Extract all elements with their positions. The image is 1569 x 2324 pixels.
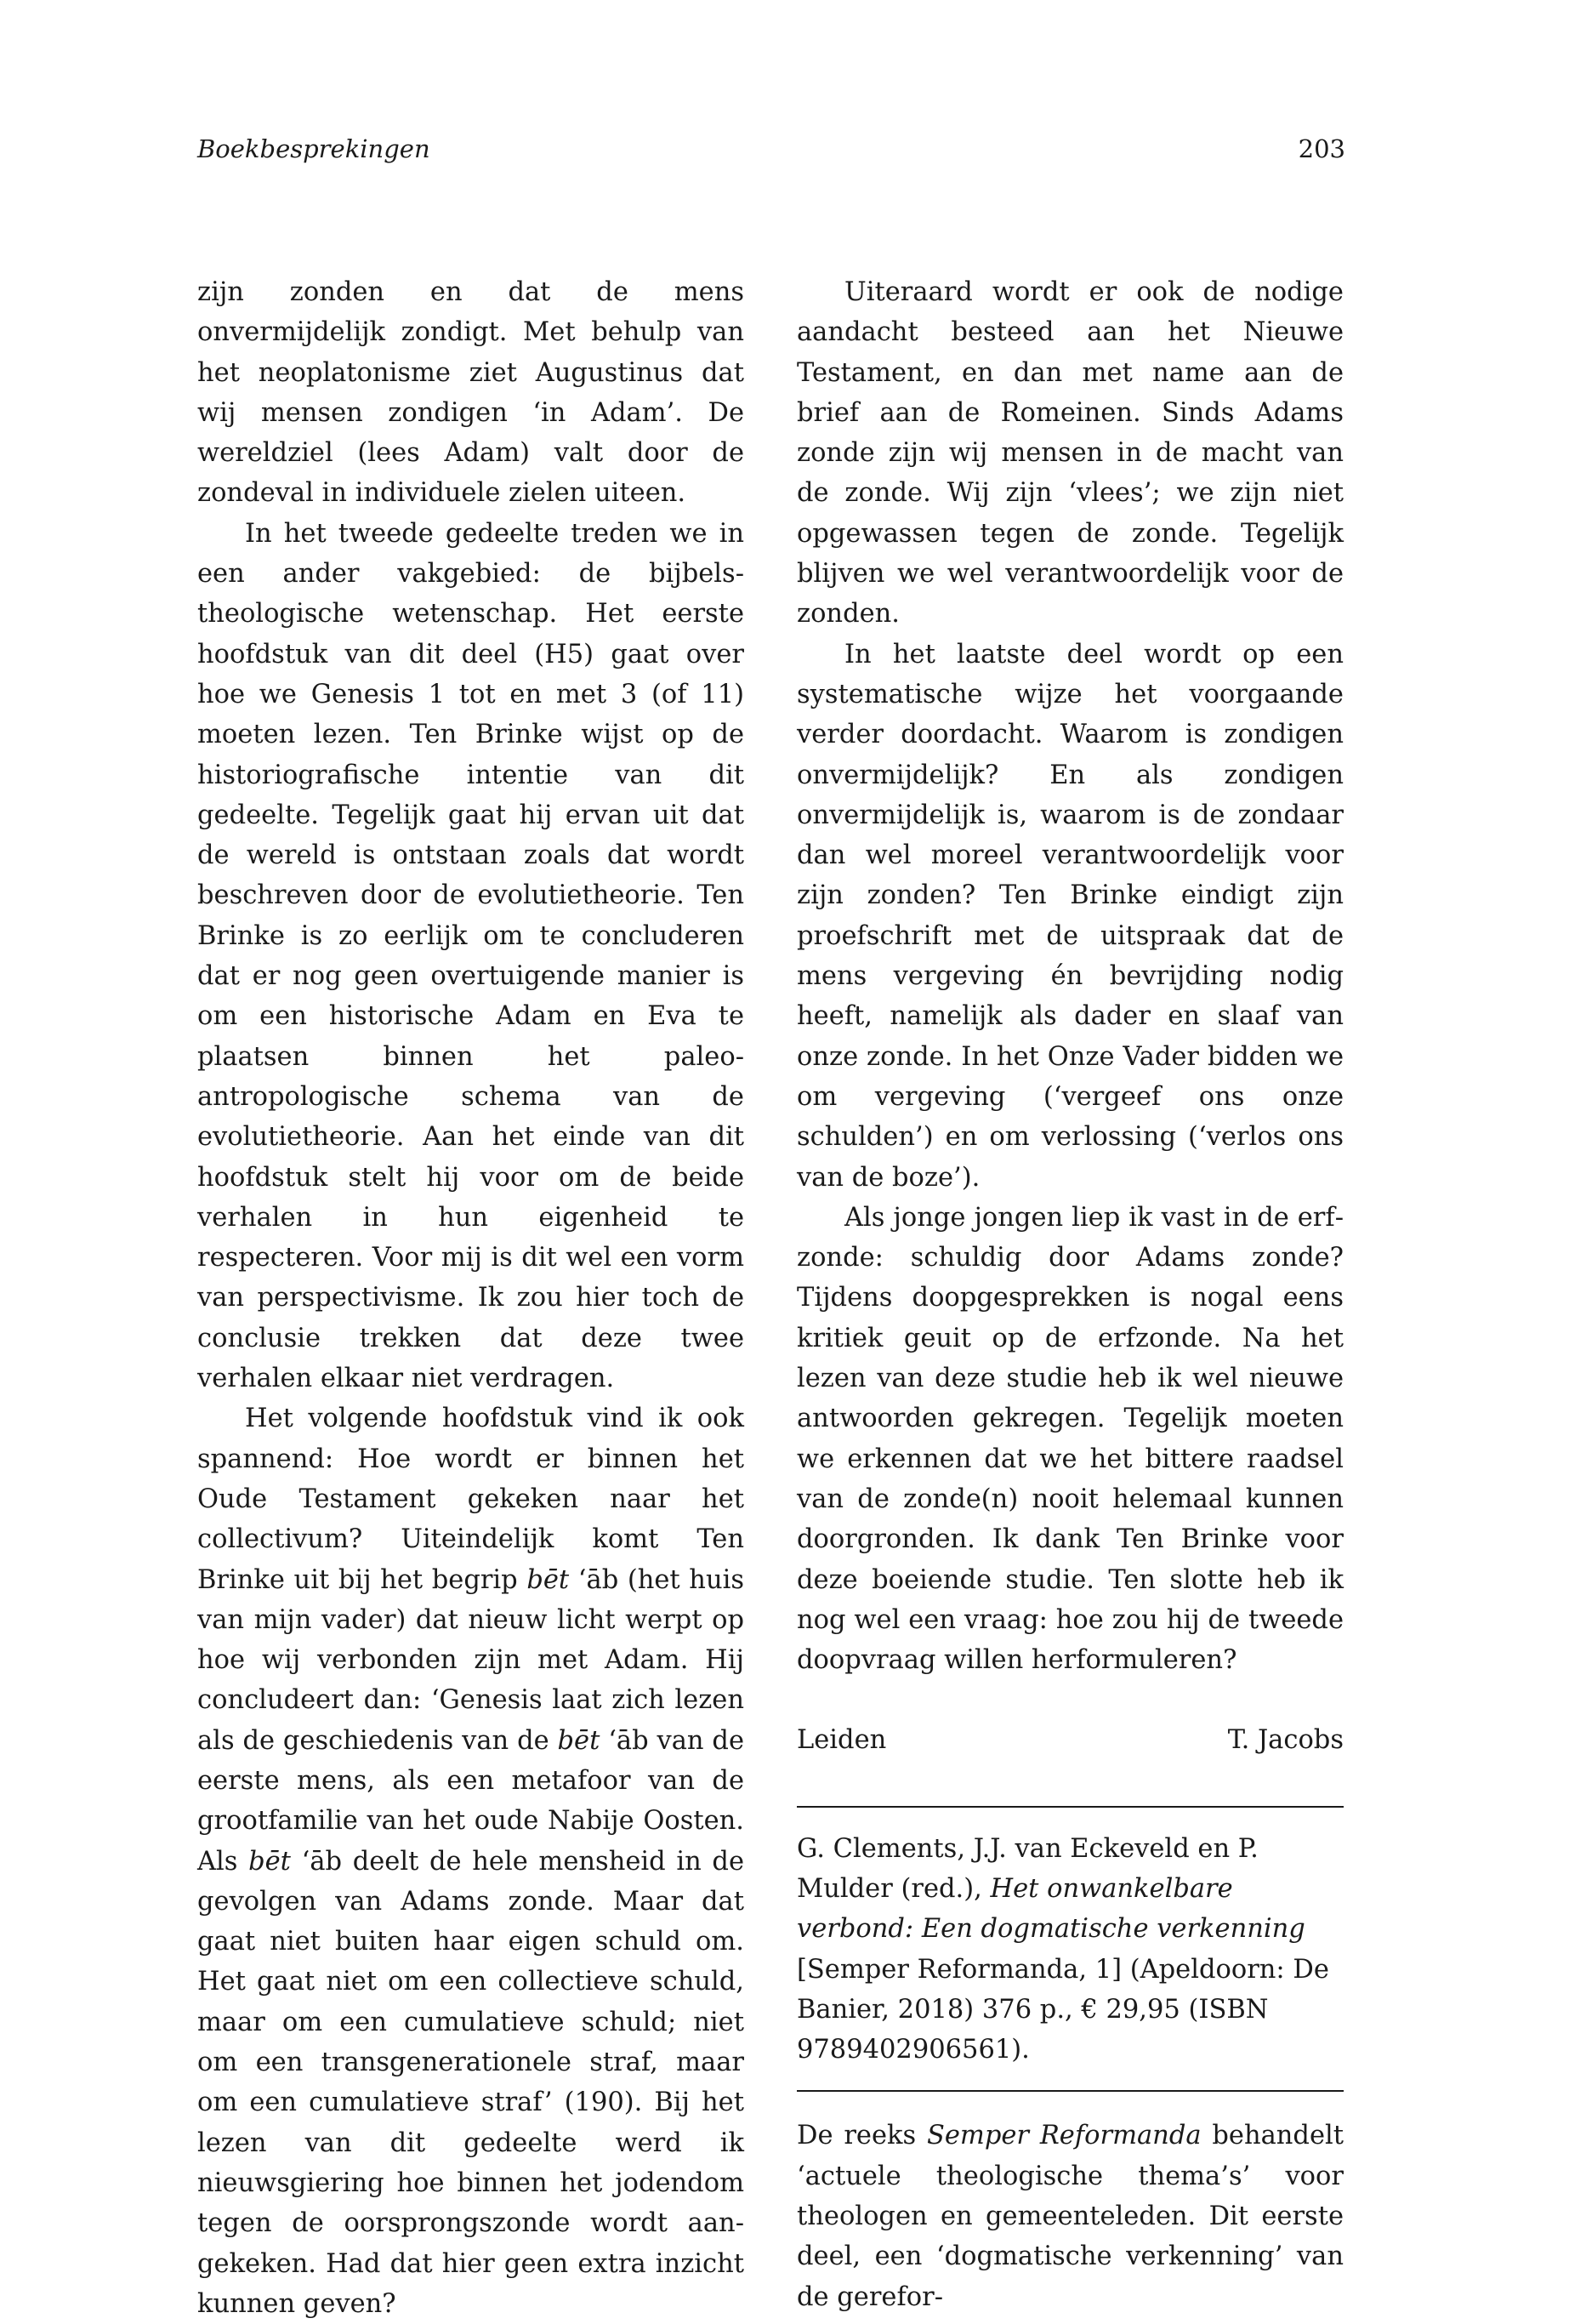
text-segment: ‘āb deelt de hele mensheid in de gevolgen van Adams zonde. Maar dat gaat niet buiten haar eigen schuld om. Het gaat niet om een collectieve schuld, maar om een cumulatieve schuld; niet om een transgenerationele straf, maar om een cumulatieve straf’ (190). Bij het lezen van dit gedeelte werd ik nieuwsgiering hoe binnen het jodendom tegen de oorsprongszonde wordt aangekeken. Had dat hier geen extra inzicht kunnen geven? [197, 1846, 744, 2319]
text-segment: ‘āb (het huis van mijn vader) dat nieuw licht werpt op hoe wij verbonden zijn met Adam. Hij concludeert dan: ‘Genesis laat zich lezen als de geschiedenis van de [197, 1564, 745, 1756]
citation-title: Het onwankelbare verbond: Een dogmatische verkenning [797, 1873, 1305, 1945]
italic-term: bēt [557, 1725, 600, 1756]
book-citation [797, 1829, 1344, 2071]
paragraph-new-review [797, 2116, 1344, 2316]
text-segment: De reeks [797, 2121, 927, 2151]
paragraph-augustinus: zijn zonden en dat de mens onvermijdelijk zondigt. Met behulp van het neoplatonisme ziet Augustinus dat wij mensen zondigen ‘in Adam’. De wereldziel (lees Adam) valt door de zondeval in individuele zielen uiteen. [197, 277, 744, 509]
divider-top [797, 1806, 1344, 1808]
running-head: Boekbesprekingen [197, 134, 430, 163]
paragraph-nieuwe-testament: Uiteraard wordt er ook de nodige aandacht besteed aan het Nieuwe Testament, en dan met name aan de brief aan de Romeinen. Sinds Adams zonde zijn wij mensen in de macht van de zonde. Wij zijn ‘vlees’; we zijn niet opgewassen tegen de zonde. Tegelijk blijven we wel verantwoordelijk voor de zonden. [797, 277, 1344, 629]
citation-details: [Semper Reformanda, 1] (Apeldoorn: De Banier, 2018) 376 p., € 29,95 (ISBN 9789402906561). [797, 1954, 1329, 2065]
text-segment: Het volgende hoofdstuk vind ik ook spannend: Hoe wordt er binnen het Oude Testament gekeken naar het collectivum? Uiteindelijk komt Ten Brinke uit bij het begrip [197, 1404, 744, 1595]
divider-bottom [797, 2090, 1344, 2092]
italic-term: bēt [526, 1564, 570, 1595]
paragraph-collectivum [197, 1398, 744, 2324]
page-number: 203 [1298, 134, 1345, 163]
paragraph-systematisch: In het laatste deel wordt op een systematische wijze het voorgaande verder doordacht. Waarom is zondigen onvermijdelijk? En als zondigen onvermijdelijk is, waarom is de zondaar dan wel moreel verantwoordelijk voor zijn zonden? Ten Brinke eindigt zijn proefschrift met de uitspraak dat de mens vergeving én bevrijding nodig heeft, namelijk als dader en slaaf van onze zonde. In het Onze Vader bidden we om vergeving (‘vergeef ons onze schulden’) en om verlossing (‘verlos ons van de boze’). [797, 639, 1344, 1193]
text-segment: ‘āb van de eerste mens, als een metafoor van de grootfamilie van het oude Nabije Oosten. Als [197, 1725, 744, 1877]
paragraph-conclusie: Als jonge jongen liep ik vast in de erfzonde: schuldig door Adams zonde? Tijdens doopgesprekken is nogal eens kritiek geuit op de erfzonde. Na het lezen van deze studie heb ik wel nieuwe antwoorden gekregen. Tegelijk moeten we erkennen dat we het bittere raadsel van de zonde(n) nooit helemaal kunnen doorgronden. Ik dank Ten Brinke voor deze boeiende studie. Ten slotte heb ik nog wel een vraag: hoe zou hij de tweede doopvraag willen herformuleren? [797, 1202, 1344, 1676]
left-column [197, 272, 744, 2324]
signature-place: Leiden [797, 1725, 887, 1756]
series-title: Semper Reformanda [926, 2121, 1202, 2151]
text-segment: behandelt ‘actuele theologische thema’s’ voor theologen en gemeenteleden. Dit eerste deel, een ‘dogmatische verkenning’ van de gerefor- [797, 2121, 1344, 2312]
page-header [197, 134, 1345, 177]
review-signature [797, 1720, 1344, 1760]
italic-term: bēt [248, 1846, 291, 1877]
signature-author: T. Jacobs [1227, 1725, 1344, 1756]
paragraph-bijbels-theologisch: In het tweede gedeelte treden we in een ander vakgebied: de bijbels-theologische wetenschap. Het eerste hoofdstuk van dit deel (H5) gaat over hoe we Genesis 1 tot en met 3 (of 11) moeten lezen. Ten Brinke wijst op de historiografische intentie van dit gedeelte. Tegelijk gaat hij ervan uit dat de wereld is ontstaan zoals dat wordt beschreven door de evolutietheorie. Ten Brinke is zo eerlijk om te concluderen dat er nog geen overtuigende manier is om een historische Adam en Eva te plaatsen binnen het paleoantropologische schema van de evolutietheorie. Aan het einde van dit hoofdstuk stelt hij voor om de beide verhalen in hun eigenheid te respecteren. Voor mij is dit wel een vorm van perspectivisme. Ik zou hier toch de conclusie trekken dat deze twee verhalen elkaar niet verdragen. [197, 518, 744, 1394]
right-column [797, 272, 1344, 2317]
citation-authors: G. Clements, J.J. van Eckeveld en P. Mulder (red.), [797, 1833, 1259, 1904]
